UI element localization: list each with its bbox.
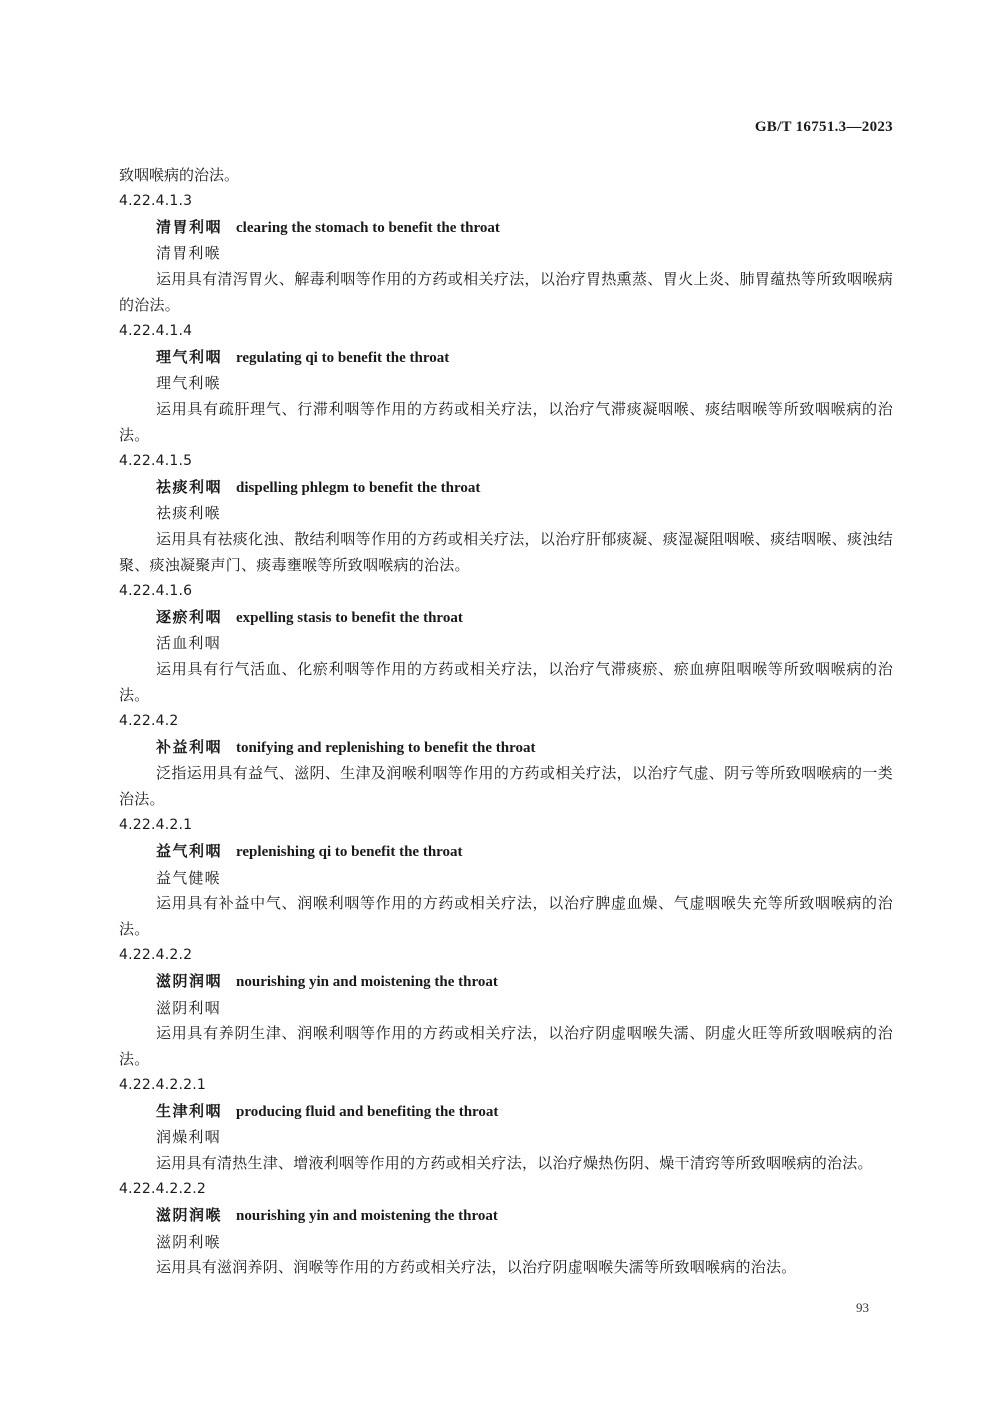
- term-synonym: 清胃利喉: [156, 244, 221, 263]
- term-entry: [119, 943, 893, 1073]
- page-number: 93: [856, 1300, 869, 1315]
- term-definition: 运用具有滋润养阴、润喉等作用的方药或相关疗法，以治疗阴虚咽喉失濡等所致咽喉病的治法。: [156, 1258, 797, 1277]
- term-english: dispelling phlegm to benefit the throat: [236, 479, 481, 496]
- entry-number: 4.22.4.1.4: [119, 322, 193, 339]
- entry-number: 4.22.4.1.6: [119, 582, 193, 599]
- term-heading: [119, 839, 893, 866]
- entry-number: 4.22.4.1.5: [119, 452, 193, 469]
- term-english: nourishing yin and moistening the throat: [236, 1207, 498, 1224]
- document-body: [119, 163, 893, 1281]
- term-definition: 运用具有祛痰化浊、散结利咽等作用的方药或相关疗法，以治疗肝郁痰凝、痰湿凝阻咽喉、痰结咽喉、痰浊结聚、痰浊凝聚声门、痰毒壅喉等所致咽喉病的治法。: [119, 530, 893, 574]
- term-heading: [119, 969, 893, 996]
- term-definition: 运用具有行气活血、化瘀利咽等作用的方药或相关疗法，以治疗气滞痰瘀、瘀血痹阻咽喉等所致咽喉病的治法。: [119, 660, 893, 704]
- standard-code-header: GB/T 16751.3—2023: [754, 119, 893, 135]
- term-heading: [119, 475, 893, 502]
- term-chinese: 祛痰利咽: [156, 477, 223, 496]
- term-entry: [119, 709, 893, 813]
- term-entry: [119, 813, 893, 943]
- term-definition: 运用具有清泻胃火、解毒利咽等作用的方药或相关疗法，以治疗胃热熏蒸、胃火上炎、肺胃蕴热等所致咽喉病的治法。: [119, 270, 893, 314]
- entry-number: 4.22.4.1.3: [119, 192, 193, 209]
- term-synonym: 滋阴利喉: [156, 1232, 221, 1251]
- entry-number: 4.22.4.2.1: [119, 816, 193, 833]
- term-chinese: 理气利咽: [156, 347, 223, 366]
- term-definition: 运用具有疏肝理气、行滞利咽等作用的方药或相关疗法，以治疗气滞痰凝咽喉、痰结咽喉等所致咽喉病的治法。: [119, 400, 893, 444]
- term-entry: [119, 319, 893, 449]
- term-chinese: 补益利咽: [156, 737, 223, 756]
- term-english: expelling stasis to benefit the throat: [236, 609, 463, 626]
- entry-number: 4.22.4.2.2.1: [119, 1076, 207, 1093]
- term-chinese: 滋阴润喉: [156, 1205, 223, 1224]
- term-entry: [119, 1073, 893, 1177]
- term-definition: 运用具有清热生津、增液利咽等作用的方药或相关疗法，以治疗燥热伤阴、燥干清窍等所致咽喉病的治法。: [156, 1154, 873, 1173]
- term-entry: [119, 579, 893, 709]
- term-synonym: 益气健喉: [156, 868, 221, 887]
- term-english: producing fluid and benefiting the throat: [236, 1103, 499, 1120]
- term-english: clearing the stomach to benefit the throat: [236, 219, 500, 236]
- term-english: tonifying and replenishing to benefit the throat: [236, 739, 536, 756]
- term-chinese: 逐瘀利咽: [156, 607, 223, 626]
- term-synonym: 理气利喉: [156, 374, 221, 393]
- term-heading: [119, 605, 893, 632]
- term-definition: 运用具有补益中气、润喉利咽等作用的方药或相关疗法，以治疗脾虚血燥、气虚咽喉失充等所致咽喉病的治法。: [119, 894, 893, 939]
- term-entry: [119, 449, 893, 579]
- term-entry: [119, 189, 893, 319]
- entry-number: 4.22.4.2.2.2: [119, 1181, 207, 1198]
- term-heading: [119, 215, 893, 242]
- term-synonym: 活血利咽: [156, 634, 221, 653]
- term-chinese: 益气利咽: [156, 841, 223, 860]
- intro-line: 致咽喉病的治法。: [119, 166, 240, 184]
- term-entries: [119, 189, 893, 1281]
- term-chinese: 生津利咽: [156, 1101, 223, 1120]
- term-definition: 运用具有养阴生津、润喉利咽等作用的方药或相关疗法，以治疗阴虚咽喉失濡、阴虚火旺等所致咽喉病的治法。: [119, 1024, 893, 1069]
- term-english: regulating qi to benefit the throat: [236, 349, 450, 366]
- term-chinese: 清胃利咽: [156, 217, 223, 236]
- entry-number: 4.22.4.2.2: [119, 946, 193, 963]
- term-heading: [119, 735, 893, 762]
- term-definition: 泛指运用具有益气、滋阴、生津及润喉利咽等作用的方药或相关疗法，以治疗气虚、阴亏等所致咽喉病的一类治法。: [119, 764, 893, 809]
- term-chinese: 滋阴润咽: [156, 971, 223, 990]
- term-synonym: 祛痰利喉: [156, 504, 221, 523]
- term-english: replenishing qi to benefit the throat: [236, 843, 463, 860]
- term-synonym: 滋阴利咽: [156, 998, 221, 1017]
- term-heading: [119, 1099, 893, 1126]
- term-heading: [119, 1203, 893, 1230]
- term-synonym: 润燥利咽: [156, 1128, 221, 1147]
- term-entry: [119, 1177, 893, 1281]
- term-heading: [119, 345, 893, 372]
- term-english: nourishing yin and moistening the throat: [236, 973, 498, 990]
- entry-number: 4.22.4.2: [119, 712, 179, 729]
